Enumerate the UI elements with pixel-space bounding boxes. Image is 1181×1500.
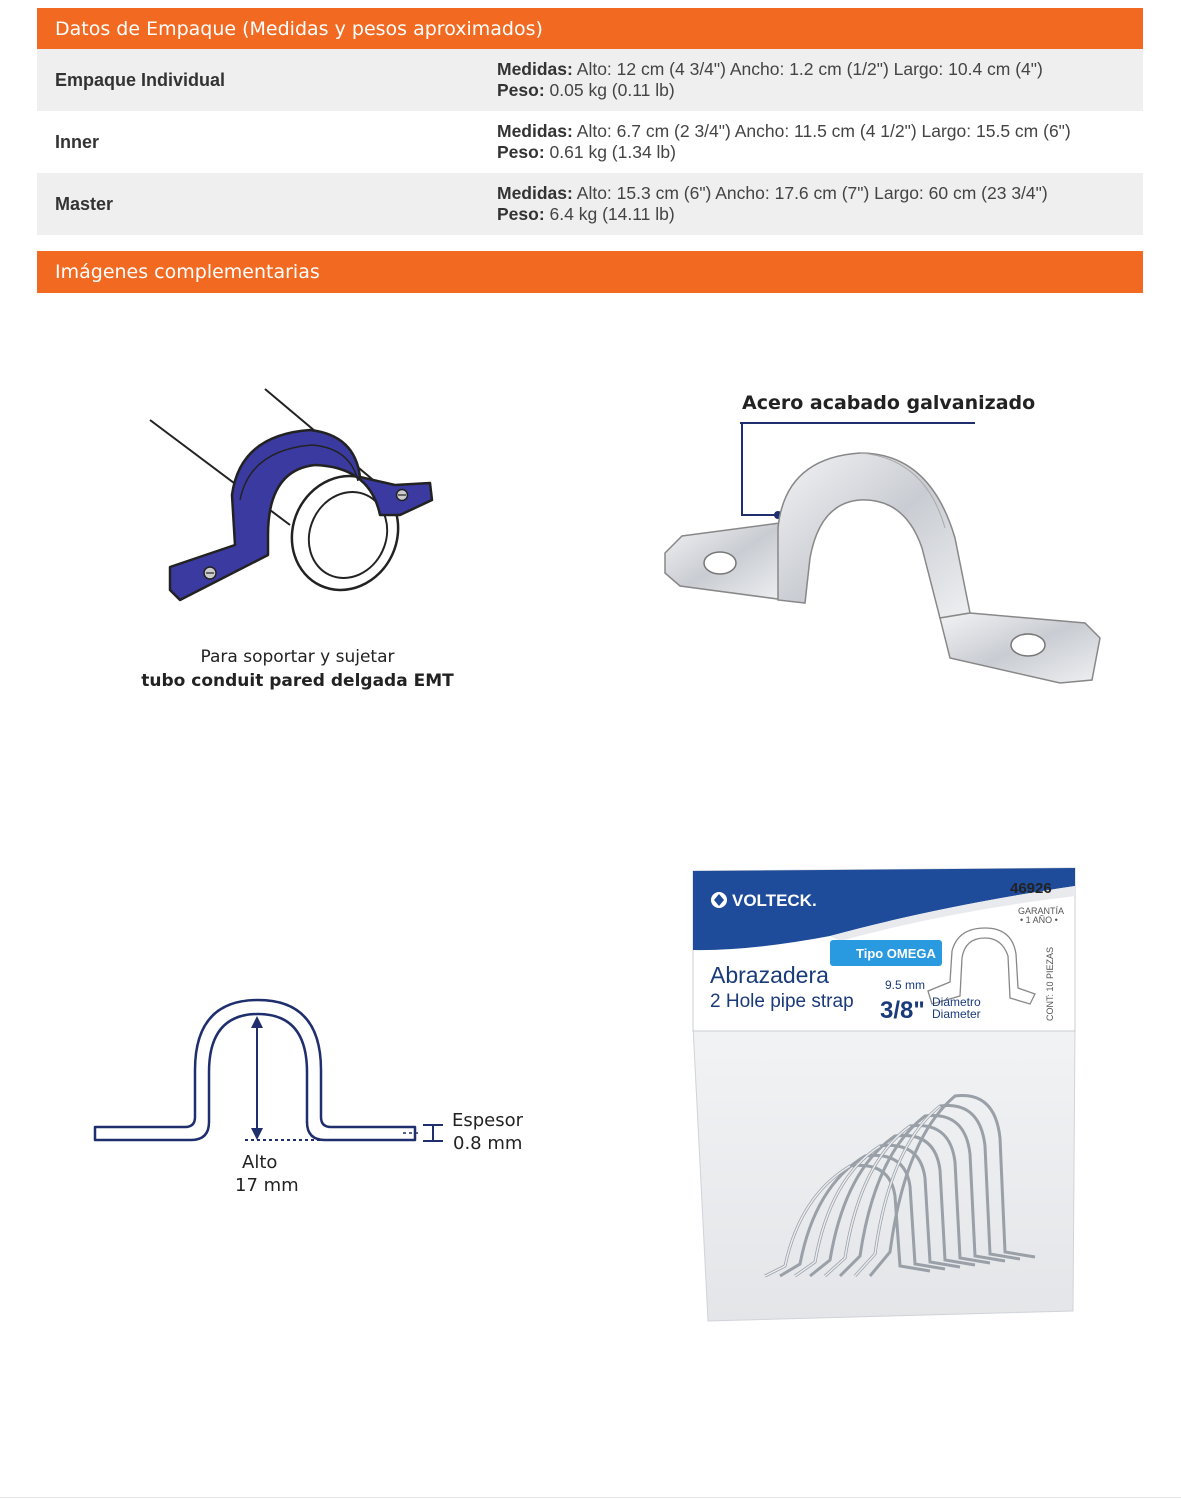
product-package-photo <box>690 866 1080 1326</box>
dimensions-diagram <box>85 990 525 1200</box>
row-value <box>479 121 1143 163</box>
page-divider <box>0 1497 1181 1498</box>
table-row <box>37 111 1143 173</box>
usage-caption-line1: Para soportar y sujetar <box>200 647 395 667</box>
garantia-label: GARANTÍA <box>1018 906 1065 916</box>
pipe-clamp-illustration <box>140 385 460 625</box>
medidas-label: Medidas: <box>497 121 573 141</box>
product-code: 46926 <box>1010 880 1052 897</box>
contents-label: CONT: 10 PIEZAS <box>1045 946 1055 1021</box>
peso-value: 6.4 kg (14.11 lb) <box>549 204 675 224</box>
peso-label: Peso: <box>497 142 545 162</box>
size-fraction: 3/8" <box>880 997 925 1024</box>
garantia-value: • 1 AÑO • <box>1020 915 1058 925</box>
row-label: Master <box>55 193 114 214</box>
row-value <box>479 59 1143 101</box>
espesor-label: Espesor <box>452 1110 524 1131</box>
peso-label: Peso: <box>497 204 545 224</box>
packaging-section-title: Datos de Empaque (Medidas y pesos aproximados) <box>37 8 1143 49</box>
row-label: Empaque Individual <box>55 69 226 90</box>
product-title: Abrazadera <box>710 962 829 988</box>
usage-caption-line2: tubo conduit pared delgada EMT <box>141 671 454 691</box>
medidas-value: Alto: 6.7 cm (2 3/4") Ancho: 11.5 cm (4 1/2") Largo: 15.5 cm (6") <box>576 121 1071 141</box>
alto-value: 17 mm <box>235 1175 299 1196</box>
material-callout: Acero acabado galvanizado <box>742 392 1036 414</box>
galvanized-strap-photo <box>660 418 1110 688</box>
peso-label: Peso: <box>497 80 545 100</box>
alto-label: Alto <box>242 1152 278 1173</box>
diameter-label: Diameter <box>932 1007 981 1021</box>
medidas-value: Alto: 15.3 cm (6") Ancho: 17.6 cm (7") Largo: 60 cm (23 3/4") <box>576 183 1048 203</box>
medidas-value: Alto: 12 cm (4 3/4") Ancho: 1.2 cm (1/2") Largo: 10.4 cm (4") <box>576 59 1043 79</box>
table-row <box>37 49 1143 111</box>
peso-value: 0.05 kg (0.11 lb) <box>549 80 675 100</box>
usage-caption <box>100 645 495 693</box>
brand-logo: VOLTECK. <box>732 891 817 910</box>
medidas-label: Medidas: <box>497 59 573 79</box>
product-subtitle: 2 Hole pipe strap <box>710 991 854 1012</box>
peso-value: 0.61 kg (1.34 lb) <box>549 142 676 162</box>
diametro-label: Diámetro <box>932 995 981 1009</box>
espesor-value: 0.8 mm <box>453 1133 523 1154</box>
row-value <box>479 183 1143 225</box>
complementary-section-title: Imágenes complementarias <box>37 251 1143 293</box>
packaging-table <box>37 49 1143 235</box>
row-label: Inner <box>55 131 100 152</box>
medidas-label: Medidas: <box>497 183 573 203</box>
size-mm: 9.5 mm <box>885 978 926 992</box>
type-tag: Tipo OMEGA <box>856 946 936 961</box>
table-row <box>37 173 1143 235</box>
